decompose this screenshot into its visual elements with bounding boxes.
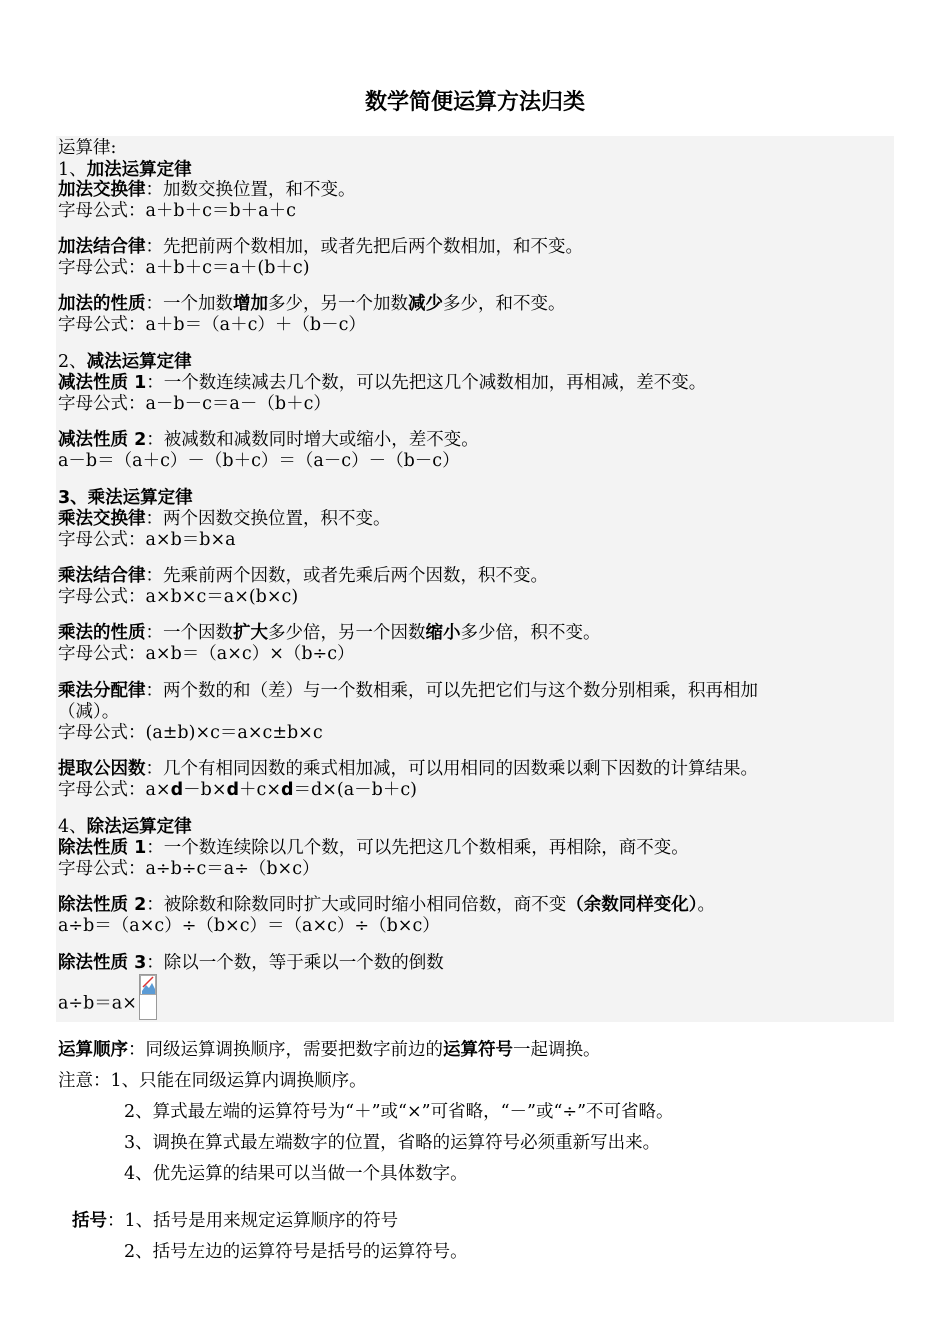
- law-desc: ：1、括号是用来规定运算顺序的符号: [107, 1211, 399, 1231]
- law-desc: ：加数交换位置，和不变。: [145, 180, 356, 200]
- keyword: 减少: [408, 294, 443, 314]
- common-factor-law: [58, 759, 758, 779]
- formula-part: ＝d×(a－b＋c): [293, 780, 418, 800]
- mul-property-formula: 字母公式：a×b＝（a×c）×（b÷c）: [58, 644, 355, 664]
- law-name: 加法交换律: [58, 180, 146, 200]
- law-desc: ：一个数连续除以几个数，可以先把这几个数相乘，再相除，商不变。: [146, 838, 689, 858]
- law-desc: ：先乘前两个因数，或者先乘后两个因数，积不变。: [145, 566, 548, 586]
- add-associative-formula: 字母公式：a＋b＋c＝a＋(b＋c): [58, 258, 310, 278]
- div-property-3: [58, 953, 444, 973]
- formula-part: ＋c×: [239, 780, 282, 800]
- intro-label: 运算律:: [58, 138, 117, 158]
- division-heading-text: 除法运算定律: [86, 817, 192, 837]
- multiplication-heading: 3、乘法运算定律: [58, 488, 193, 508]
- mul-distributive-formula: 字母公式：(a±b)×c＝a×c±b×c: [58, 723, 323, 743]
- law-desc: ：一个因数: [145, 623, 233, 643]
- law-name: 运算顺序: [58, 1040, 128, 1060]
- law-name: 乘法结合律: [58, 566, 146, 586]
- keyword: 运算符号: [443, 1040, 513, 1060]
- formula-part: a÷b＝a×: [58, 993, 137, 1014]
- law-desc: 。: [697, 895, 716, 915]
- formula-part: －b×: [183, 780, 227, 800]
- add-property-formula: 字母公式：a＋b＝（a＋c）＋（b－c）: [58, 315, 366, 335]
- law-desc: ：除以一个数，等于乘以一个数的倒数: [146, 953, 444, 973]
- law-name: 加法结合律: [58, 237, 146, 257]
- law-desc: ：被减数和减数同时增大或缩小，差不变。: [146, 430, 479, 450]
- law-desc: ：几个有相同因数的乘式相加减，可以用相同的因数乘以剩下因数的计算结果。: [145, 759, 758, 779]
- div-property-2: [58, 895, 715, 915]
- mul-commutative-formula: 字母公式：a×b＝b×a: [58, 530, 236, 550]
- law-desc: 一起调换。: [513, 1040, 601, 1060]
- div-property-2-formula: a÷b＝（a×c）÷（b×c）＝（a×c）÷（b×c）: [58, 916, 440, 936]
- mul-associative-law: [58, 566, 548, 586]
- sub-property-1: [58, 373, 706, 393]
- law-name: 乘法交换律: [58, 509, 146, 529]
- law-name: 除法性质 1: [58, 838, 147, 858]
- mul-property: [58, 623, 601, 643]
- keyword: 增加: [233, 294, 268, 314]
- law-name: 除法性质 2: [58, 895, 147, 915]
- page-title: 数学简便运算方法归类: [364, 90, 585, 115]
- add-associative-law: [58, 237, 583, 257]
- law-desc: ：同级运算调换顺序，需要把数字前边的: [128, 1040, 443, 1060]
- subtraction-heading-text: 减法运算定律: [86, 352, 192, 372]
- div-property-3-formula: [58, 988, 157, 1020]
- mul-commutative-law: [58, 509, 391, 529]
- keyword: （余数同样变化）: [566, 895, 698, 915]
- add-commutative-law: [58, 180, 356, 200]
- div-property-1-formula: 字母公式：a÷b÷c＝a÷（b×c）: [58, 859, 320, 879]
- law-desc: 多少倍，积不变。: [460, 623, 601, 643]
- brackets-rule-1: [72, 1211, 398, 1231]
- law-desc: 多少倍，另一个因数: [268, 623, 426, 643]
- sub-property-1-formula: 字母公式：a－b－c＝a－（b＋c）: [58, 394, 331, 414]
- law-name: 加法的性质: [58, 294, 146, 314]
- law-name: 乘法的性质: [58, 623, 146, 643]
- addition-heading-num: 1、: [58, 160, 87, 180]
- sub-property-2: [58, 430, 479, 450]
- common-factor: d: [170, 780, 184, 800]
- mul-distributive-law: [58, 681, 758, 701]
- law-name: 括号: [72, 1211, 107, 1231]
- law-desc: ：两个数的和（差）与一个数相乘，可以先把它们与这个数分别相乘，积再相加: [145, 681, 758, 701]
- mul-distributive-law-cont: （减）。: [58, 702, 120, 722]
- note-1: 注意：1、只能在同级运算内调换顺序。: [58, 1071, 367, 1091]
- law-desc: 多少，和不变。: [443, 294, 566, 314]
- law-name: 提取公因数: [58, 759, 146, 779]
- subtraction-heading: [58, 352, 192, 372]
- law-name: 减法性质 1: [58, 373, 147, 393]
- addition-heading: [58, 160, 192, 180]
- div-property-1: [58, 838, 689, 858]
- keyword: 扩大: [233, 623, 268, 643]
- common-factor: d: [226, 780, 240, 800]
- sub-property-2-formula: a－b＝（a＋c）－（b＋c）＝（a－c）－（b－c）: [58, 451, 460, 471]
- broken-image-icon: [139, 974, 157, 1020]
- mul-associative-formula: 字母公式：a×b×c＝a×(b×c): [58, 587, 299, 607]
- law-desc: ：两个因数交换位置，积不变。: [145, 509, 391, 529]
- formula-part: 字母公式：a×: [58, 780, 171, 800]
- add-commutative-formula: 字母公式：a＋b＋c＝b＋a＋c: [58, 201, 296, 221]
- keyword: 缩小: [425, 623, 461, 643]
- addition-heading-text: 加法运算定律: [86, 160, 192, 180]
- law-desc: ：先把前两个数相加，或者先把后两个数相加，和不变。: [145, 237, 583, 257]
- law-name: 除法性质 3: [58, 953, 147, 973]
- law-desc: 多少，另一个加数: [268, 294, 408, 314]
- subtraction-heading-num: 2、: [58, 352, 87, 372]
- note-4: 4、优先运算的结果可以当做一个具体数字。: [124, 1164, 468, 1184]
- law-desc: ：一个数连续减去几个数，可以先把这几个减数相加，再相减，差不变。: [146, 373, 707, 393]
- note-3: 3、调换在算式最左端数字的位置，省略的运算符号必须重新写出来。: [124, 1133, 661, 1153]
- division-heading: [58, 817, 192, 837]
- division-heading-num: 4、: [58, 817, 87, 837]
- add-property: [58, 294, 566, 314]
- operation-order: [58, 1040, 601, 1060]
- common-factor: d: [281, 780, 294, 800]
- law-desc: ：被除数和除数同时扩大或同时缩小相同倍数，商不变: [146, 895, 567, 915]
- law-name: 减法性质 2: [58, 430, 147, 450]
- note-2: 2、算式最左端的运算符号为“＋”或“×”可省略，“－”或“÷”不可省略。: [124, 1102, 674, 1122]
- brackets-rule-2: 2、括号左边的运算符号是括号的运算符号。: [124, 1242, 468, 1262]
- law-name: 乘法分配律: [58, 681, 146, 701]
- common-factor-formula: [58, 780, 417, 800]
- law-desc: ：一个加数: [145, 294, 233, 314]
